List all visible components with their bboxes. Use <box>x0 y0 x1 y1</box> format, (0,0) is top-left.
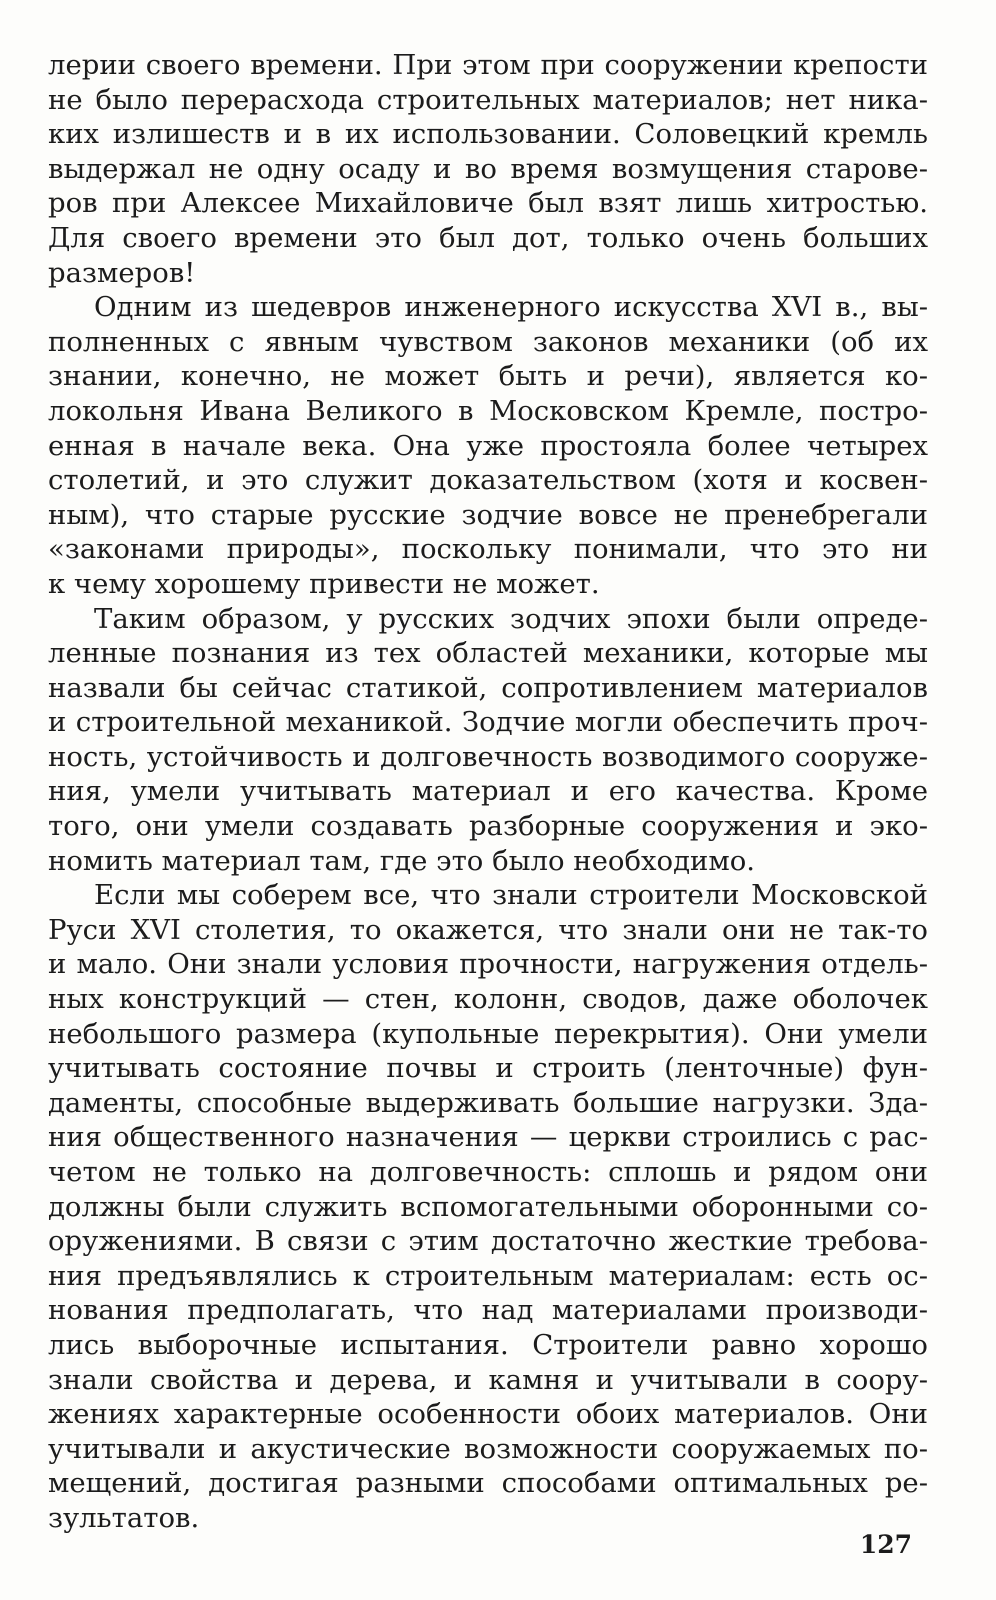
text-line: ных конструкций — стен, колонн, сводов, даже оболочек <box>48 983 928 1016</box>
text-line: ния общественного назначения — церкви строились с рас- <box>48 1121 928 1154</box>
text-line: и строительной механикой. Зодчие могли обеспечить проч- <box>48 706 928 739</box>
text-line: знали свойства и дерева, и камня и учитывали в соору- <box>48 1363 928 1396</box>
text-line: лерии своего времени. При этом при сооружении крепости <box>48 49 928 81</box>
text-line: жениях характерные особенности обоих материалов. Они <box>48 1398 928 1431</box>
text-line: зультатов. <box>48 1501 200 1534</box>
text-line: должны были служить вспомогательными оборонными со- <box>48 1190 928 1223</box>
text-line: ность, устойчивость и долговечность возводимого сооруже- <box>48 740 928 773</box>
text-line: локольня Ивана Великого в Московском Кремле, постро- <box>48 394 928 427</box>
text-line: Для своего времени это был дот, только очень больших <box>48 221 928 254</box>
text-line: Одним из шедевров инженерного искусства XVI в., вы- <box>94 291 928 324</box>
text-line: ров при Алексее Михайловиче был взят лишь хитростью. <box>48 187 928 220</box>
text-line: даменты, способные выдерживать большие нагрузки. Зда- <box>48 1086 928 1119</box>
paragraph-1 <box>48 48 928 290</box>
paragraph-4 <box>48 878 928 1535</box>
text-line: назвали бы сейчас статикой, сопротивлением материалов <box>48 671 928 704</box>
text-line: ным), что старые русские зодчие вовсе не пренебрегали <box>48 498 928 531</box>
text-line: ких излишеств и в их использовании. Соловецкий кремль <box>48 118 928 151</box>
paragraph-2 <box>48 290 928 601</box>
text-line: к чему хорошему привести не может. <box>48 567 600 600</box>
text-line: знании, конечно, не может быть и речи), является ко- <box>48 360 928 393</box>
text-line: размеров! <box>48 256 196 289</box>
text-line: Руси XVI столетия, то окажется, что знали они не так-то <box>48 913 928 946</box>
text-line: енная в начале века. Она уже простояла более четырех <box>48 429 928 462</box>
text-line: Если мы соберем все, что знали строители Московской <box>94 879 928 912</box>
text-line: ния, умели учитывать материал и его качества. Кроме <box>48 775 928 808</box>
text-line: учитывали и акустические возможности сооружаемых по- <box>48 1432 928 1465</box>
text-line: нования предполагать, что над материалами производи- <box>48 1294 928 1327</box>
text-line: лись выборочные испытания. Строители равно хорошо <box>48 1328 928 1361</box>
text-line: мещений, достигая разными способами оптимальных ре- <box>48 1467 928 1500</box>
text-line: небольшого размера (купольные перекрытия). Они умели <box>48 1017 928 1050</box>
page-number: 127 <box>859 1530 912 1559</box>
text-line: ленные познания из тех областей механики, которые мы <box>48 637 928 670</box>
text-line: выдержал не одну осаду и во время возмущения старове- <box>48 152 928 185</box>
paragraph-3 <box>48 602 928 879</box>
text-line: и мало. Они знали условия прочности, нагружения отдель- <box>48 948 928 981</box>
text-line: столетий, и это служит доказательством (хотя и косвен- <box>48 464 928 497</box>
text-line: оружениями. В связи с этим достаточно жесткие требова- <box>48 1225 928 1258</box>
text-line: Таким образом, у русских зодчих эпохи были опреде- <box>94 602 928 635</box>
text-line: ния предъявлялись к строительным материалам: есть ос- <box>48 1259 928 1292</box>
text-line: того, они умели создавать разборные сооружения и эко- <box>48 810 928 843</box>
body-text <box>48 48 928 1536</box>
text-line: полненных с явным чувством законов механики (об их <box>48 325 928 358</box>
text-line: номить материал там, где это было необходимо. <box>48 844 756 877</box>
text-line: четом не только на долговечность: сплошь и рядом они <box>48 1156 928 1188</box>
text-line: «законами природы», поскольку понимали, что это ни <box>48 533 928 566</box>
text-line: не было перерасхода строительных материалов; нет никa- <box>48 83 928 116</box>
text-line: учитывать состояние почвы и строить (ленточные) фун- <box>48 1052 928 1085</box>
